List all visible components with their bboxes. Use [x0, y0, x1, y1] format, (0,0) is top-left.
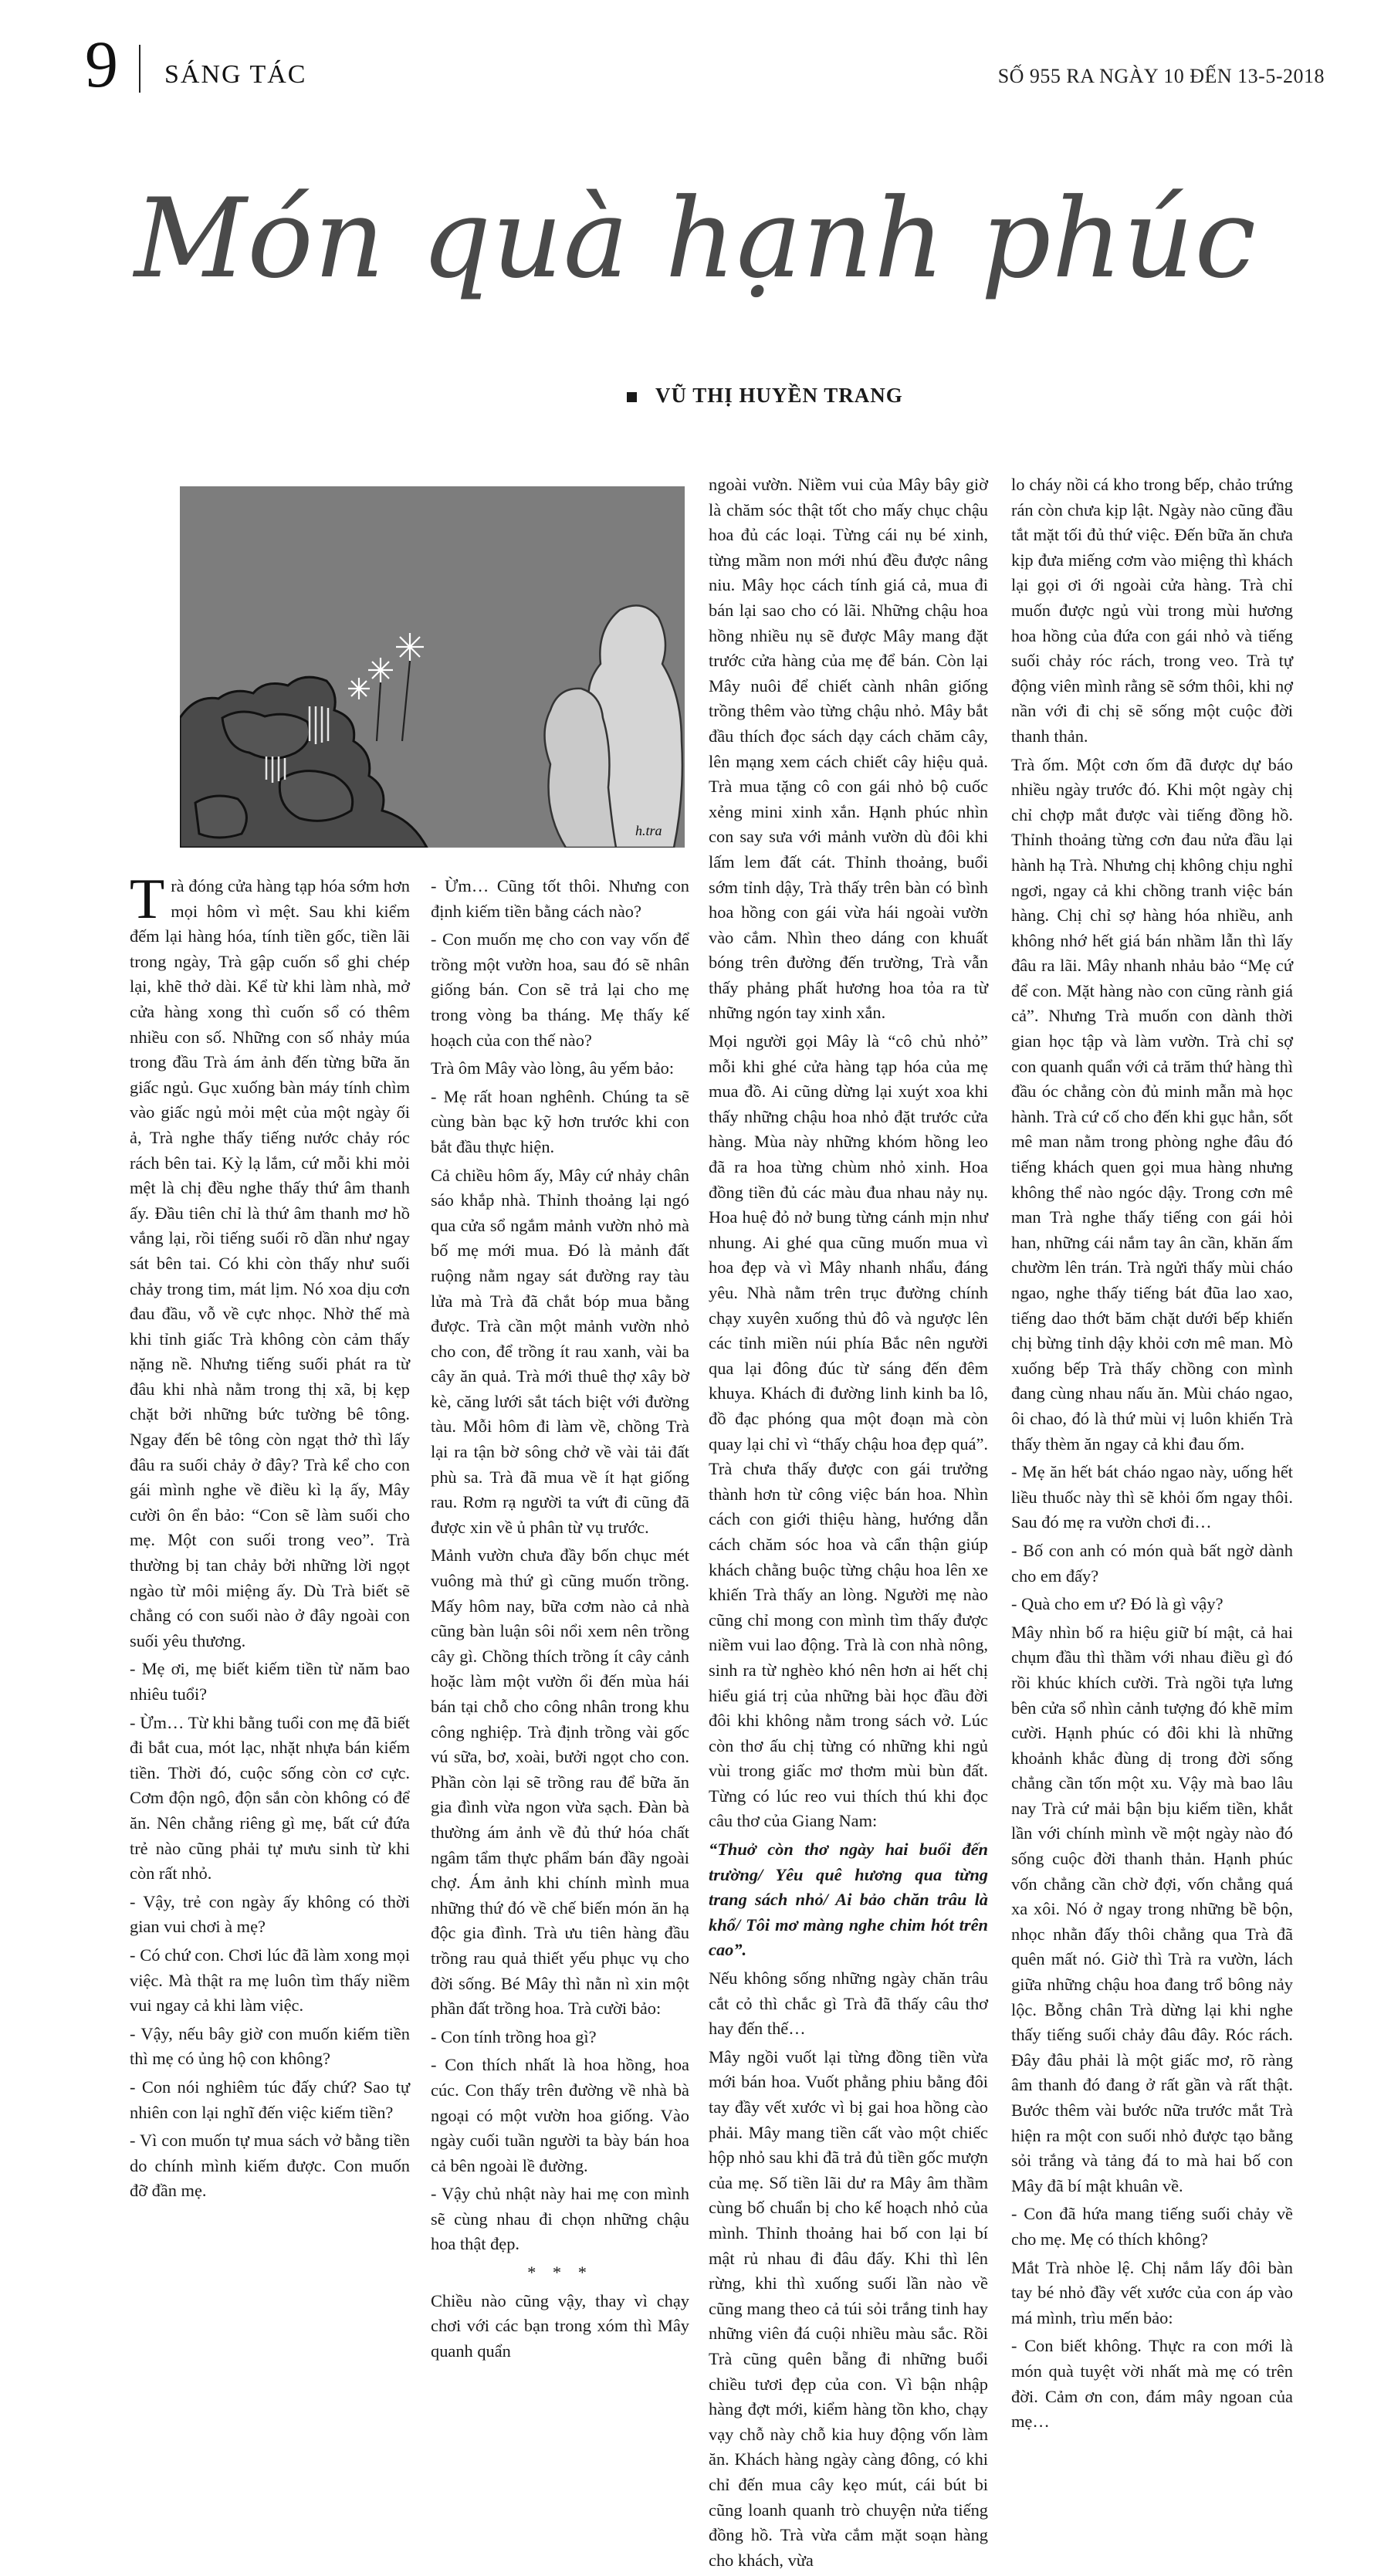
- paragraph: - Vậy chủ nhật này hai mẹ con mình sẽ cùng nhau đi chọn những chậu hoa thật đẹp.: [431, 2184, 689, 2254]
- paragraph: Cả chiều hôm ấy, Mây cứ nhảy chân sáo khắp nhà. Thỉnh thoảng lại ngó qua cửa sổ ngắm mảnh vườn nhỏ mà bố mẹ mới mua. Đó là mảnh đất ruộng nằm ngay sát đường ray tàu lửa mà Trà đã chắt bóp mua bằng được. Trà cần một mảnh vườn nhỏ cho con, để trồng ít rau xanh, vài ba cây ăn quả. Trà mới thuê thợ xây bờ kè, căng lưới sắt tách biệt với đường tàu. Mỗi hôm đi làm về, chồng Trà lại ra tận bờ sông chở về vài tải đất phù sa. Trà đã mua về ít hạt giống rau. Rơm rạ người ta vứt đi cũng đã được xin về ủ phân từ vụ trước.: [431, 1165, 689, 1537]
- issue-info: SỐ 955 RA NGÀY 10 ĐẾN 13-5-2018: [997, 65, 1325, 87]
- byline: [627, 384, 903, 408]
- article-column-3: [709, 472, 988, 2576]
- paragraph: - Mẹ rất hoan nghênh. Chúng ta sẽ cùng bàn bạc kỹ hơn trước khi con bắt đầu thực hiện.: [431, 1086, 689, 1156]
- paragraph: Mây nhìn bố ra hiệu giữ bí mật, cả hai chụm đầu thì thầm với nhau điều gì đó rồi khúc khích cười. Trà ngồi tựa lưng bên cửa sổ nhìn cảnh tượng đó khẽ mỉm cười. Hạnh phúc có đôi khi là những khoảnh khắc đùng dị trong đời sống chẳng cần tốn một xu. Vậy mà bao lâu nay Trà cứ mải bận bịu kiếm tiền, khắt lần với chính mình về một ngày nào đó sống cuộc đời thanh thản. Hạnh phúc vốn chẳng cần chờ đợi, vốn chẳng quá xa xôi. Nó ở ngay trong những bề bộn, nhọc nhằn đấy thôi chẳng qua Trà đã quên mất nó. Giờ thì Trà ra vườn, lách giữa những chậu hoa đang trổ bông nảy lộc. Bỗng chân Trà dừng lại khi nghe thấy tiếng suối chảy đâu đây. Róc rách. Đây đâu phải là một giấc mơ, rõ ràng âm thanh đó đang ở rất gần và rất thật. Bước thêm vài bước nữa trước mắt Trà hiện ra một con suối nhỏ được tạo bằng sỏi trắng và tảng đá to mà hai bố con Mây đã bí mật khuân về.: [1011, 1622, 1293, 2195]
- paragraph: - Vậy, nếu bây giờ con muốn kiếm tiền thì mẹ có ủng hộ con không?: [130, 2023, 410, 2069]
- paragraph: - Có chứ con. Chơi lúc đã làm xong mọi việc. Mà thật ra mẹ luôn tìm thấy niềm vui ngay cả khi làm việc.: [130, 1945, 410, 2016]
- paragraph: Chiều nào cũng vậy, thay vì chạy chơi với các bạn trong xóm thì Mây quanh quẩn: [431, 2290, 689, 2361]
- illustration-signature: h.tra: [635, 823, 662, 838]
- paragraph: - Mẹ ăn hết bát cháo ngao này, uống hết liều thuốc này thì sẽ khỏi ốm ngay thôi. Sau đó mẹ ra vườn chơi đi…: [1011, 1462, 1293, 1532]
- paragraph: lo cháy nồi cá kho trong bếp, chảo trứng rán còn chưa kịp lật. Ngày nào cũng đầu tắt mặt tối đủ thứ việc. Đến bữa ăn chưa kịp đưa miếng cơm vào miệng thì khách lại gọi ơi ới ngoài cửa hàng. Trà chỉ muốn được ngủ vùi trong mùi hương hoa hồng của đứa con gái nhỏ và tiếng suối chảy róc rách, trong veo. Trà tự động viên mình rằng sẽ sớm thôi, khi nợ nần với đi chị sẽ sống một cuộc đời thanh thản.: [1011, 475, 1293, 746]
- paragraph: - Bố con anh có món quà bất ngờ dành cho em đấy?: [1011, 1540, 1293, 1586]
- header-divider: [139, 45, 140, 93]
- paragraph: - Ừm… Cũng tốt thôi. Nhưng con định kiếm tiền bằng cách nào?: [431, 876, 689, 921]
- paragraph: Mắt Trà nhòe lệ. Chị nắm lấy đôi bàn tay bé nhỏ đầy vết xước của con áp vào má mình, trìu mến bảo:: [1011, 2257, 1293, 2327]
- article-column-2: [431, 874, 689, 2367]
- bullet-square-icon: [627, 392, 637, 402]
- paragraph: Trà ốm. Một cơn ốm đã được dự báo nhiều ngày trước đó. Khi một ngày chị chỉ chợp mắt được vài tiếng đồng hồ. Thỉnh thoảng từng cơn đau nửa đầu lại hành hạ Trà. Nhưng chị không chịu nghỉ ngơi, ngay cả khi chồng tranh việc bán hàng. Chị chỉ sợ hàng hóa nhiều, anh không nhớ hết giá bán nhầm lẫn thì lấy đâu ra lãi. Mây nhanh nhảu bảo “Mẹ cứ để con. Mặt hàng nào con cũng rành giá cả”. Nhưng Trà muốn con dành thời gian học tập và làm vườn. Trà chỉ sợ con quanh quẩn với cả trăm thứ hàng thì đầu óc chẳng còn đủ minh mẫn mà học hành. Trà cứ cố cho đến khi gục hẳn, sốt mê man nằm trong phòng nghe đâu đó tiếng khách quen gọi mua hàng nhưng không thể nào ngóc dậy. Trong cơn mê man Trà nghe thấy tiếng con gái hỏi han, những cái nắm tay ân cần, khăn ấm chườm lên trán. Trà ngửi thấy mùi cháo ngao, nghe thấy tiếng bát đũa lao xao, tiếng dao thớt băm chặt dưới bếp khiến chị bừng tỉnh dậy khỏi cơn mê man. Mò xuống bếp Trà thấy chồng con mình đang cùng nhau nấu ăn. Mùi cháo ngao, ôi chao, đó là thứ mùi vị luôn khiến Trà thấy thèm ăn ngay cả khi đau ốm.: [1011, 754, 1293, 1454]
- paragraph: - Con muốn mẹ cho con vay vốn để trồng một vườn hoa, sau đó sẽ nhân giống bán. Con sẽ trả lại cho mẹ trong vòng ba tháng. Mẹ thấy kế hoạch của con thế nào?: [431, 929, 689, 1050]
- section-name: SÁNG TÁC: [164, 60, 307, 89]
- article-column-4: [1011, 472, 1293, 2438]
- paragraph: - Quà cho em ư? Đó là gì vậy?: [1011, 1594, 1223, 1614]
- paragraph: Trà đóng cửa hàng tạp hóa sớm hơn mọi hôm vì mệt. Sau khi kiểm đếm lại hàng hóa, tính tiền gốc, tiền lãi trong ngày, Trà gập cuốn sổ ghi chép lại, khẽ thở dài. Kể từ khi làm nhà, mở cửa hàng xong thì cuốn sổ có thêm nhiều con số. Những con số nhảy múa trong đầu Trà ám ảnh đến từng bữa ăn giấc ngủ. Gục xuống bàn máy tính chìm vào giấc ngủ mỏi mệt của một ngày ối ả, Trà nghe thấy tiếng nước chảy róc rách bên tai. Kỳ lạ lắm, cứ mỗi khi mỏi mệt là chị đều nghe thấy thứ âm thanh ấy. Đầu tiên chỉ là thứ âm thanh mơ hồ vắng lại, rồi tiếng suối rõ dần như ngay sát bên tai. Có khi còn thấy như suối chảy trong tim, mát lịm. Nó xoa dịu cơn đau đầu, vỗ về cực nhọc. Nhờ thế mà khi tỉnh giấc Trà không còn cảm thấy nặng nề. Nhưng tiếng suối phát ra từ đâu khi nhà nằm trong thị xã, bị kẹp chặt bởi những bức tường bê tông. Ngay đến bê tông còn ngạt thở thì lấy đâu ra suối chảy ở đây? Trà kể cho con gái mình nghe về điều kì lạ ấy, Mây cười ôn ển bảo: “Con sẽ làm suối cho mẹ. Một con suối trong veo”. Trà thường bị tan chảy bởi những lời ngọt ngào từ môi miệng ấy. Dù Trà biết sẽ chẳng có con suối nào ở đây ngoài con suối yêu thương.: [130, 868, 410, 1650]
- paragraph: Mọi người gọi Mây là “cô chủ nhỏ” mỗi khi ghé cửa hàng tạp hóa của mẹ mua đồ. Ai cũng dừng lại xuýt xoa khi thấy những chậu hoa nhỏ đặt trước cửa hàng. Mùa này những khóm hồng leo đã ra hoa từng chùm nhỏ xinh. Hoa đồng tiền đủ các màu đua nhau nảy nụ. Hoa huệ đỏ nở bung từng cánh mịn như nhung. Ai ghé qua cũng muốn mua vì hoa đẹp và vì Mây nhanh nhẩu, đáng yêu. Nhà nằm trên trục đường chính chạy xuyên xuống thủ đô và ngược lên các tỉnh miền núi phía Bắc nên người qua lại đông đúc từ sáng đến đêm khuya. Khách đi đường linh kinh ba lô, đồ đạc phóng qua một đoạn mà còn quay lại chỉ vì “thấy chậu hoa đẹp quá”. Trà chưa thấy được con gái trưởng thành hơn từ công việc bán hoa. Nhìn cách con giới thiệu hàng, hướng dẫn cách chăm sóc hoa và cẩn thận giúp khách chằng buộc từng chậu hoa lên xe khiến Trà thấy an lòng. Người mẹ nào cũng chỉ mong con mình tìm thấy được niềm vui lao động. Trà là con nhà nông, sinh ra từ nghèo khó nên hơn ai hết chị hiểu giá trị của những bài học đầu đời đôi khi không nằm trong sách vở. Lúc còn thơ ấu chị từng có những khi ngủ vùi trong giấc mơ thơm mùi bùn đất. Từng có lúc reo vui thích thú khi đọc câu thơ của Giang Nam:: [709, 1031, 988, 1831]
- author-name: VŨ THỊ HUYỀN TRANG: [655, 384, 903, 407]
- page-number: 9: [85, 27, 118, 101]
- paragraph: - Con thích nhất là hoa hồng, hoa cúc. Con thấy trên đường về nhà bà ngoại có một vườn hoa giống. Vào ngày cuối tuần người ta bày bán hoa cả bên ngoài lề đường.: [431, 2055, 689, 2175]
- paragraph: ngoài vườn. Niềm vui của Mây bây giờ là chăm sóc thật tốt cho mấy chục chậu hoa đủ các loại. Từng cái nụ bé xinh, từng mầm non mới nhú đều được nâng niu. Mây học cách tính giá cả, mua đi bán lại sao cho có lãi. Những chậu hoa hồng nhiều nụ sẽ được Mây mang đặt trước cửa hàng của mẹ để bán. Còn lại Mây nuôi để chiết cành nhân giống trồng thêm vào từng chậu nhỏ. Mây bắt đầu thích đọc sách dạy cách chăm cây, lên mạng xem cách chiết cây hiệu quả. Trà mua tặng cô con gái nhỏ bộ cuốc xẻng mini xinh xắn. Hạnh phúc nhìn con say sưa với mảnh vườn dù đôi khi lấm lem đất cát. Thỉnh thoảng, buổi sớm tỉnh dậy, Trà thấy trên bàn có bình hoa hồng con gái vừa hái ngoài vườn vào cắm. Nhìn theo dáng con khuất bóng trên đường đến trường, Trà vẫn thấy phảng phất hương hoa tỏa ra từ những ngón tay xinh xắn.: [709, 475, 988, 1023]
- article-illustration: [180, 486, 685, 848]
- paragraph: - Mẹ ơi, mẹ biết kiếm tiền từ năm bao nhiêu tuổi?: [130, 1659, 410, 1704]
- paragraph: - Vậy, trẻ con ngày ấy không có thời gian vui chơi à mẹ?: [130, 1891, 410, 1937]
- paragraph: - Vì con muốn tự mua sách vở bằng tiền do chính mình kiếm được. Con muốn đỡ đần mẹ.: [130, 2131, 410, 2201]
- paragraph: - Ừm… Từ khi bằng tuổi con mẹ đã biết đi bắt cua, mót lạc, nhặt nhựa bán kiếm tiền. Thời đó, cuộc sống còn cơ cực. Cơm độn ngô, độn sắn còn không có để ăn. Nên chẳng riêng gì mẹ, bất cứ đứa trẻ nào cũng phải tự mưu sinh từ khi còn rất nhỏ.: [130, 1712, 410, 1884]
- page-header: [0, 0, 1391, 108]
- poem-quote: “Thuở còn thơ ngày hai buổi đến trường/ Yêu quê hương qua từng trang sách nhỏ/ Ai bảo chăn trâu là khổ/ Tôi mơ màng nghe chim hót trên cao”.: [709, 1840, 988, 1960]
- paragraph: - Con đã hứa mang tiếng suối chảy về cho mẹ. Mẹ có thích không?: [1011, 2204, 1293, 2249]
- paragraph: Mảnh vườn chưa đầy bốn chục mét vuông mà thứ gì cũng muốn trồng. Mấy hôm nay, bữa cơm nào cả nhà cũng bàn luận sôi nổi xem nên trồng cây gì. Chồng thích trồng ít cây cảnh hoặc làm một vườn ổi đến mùa hái bán tại chỗ cho công nhân trong khu công nghiệp. Trà định trồng vài gốc vú sữa, bơ, xoài, bưởi ngọt cho con. Phần còn lại sẽ trồng rau để bữa ăn gia đình vừa ngon vừa sạch. Đàn bà thường ám ảnh về đủ thứ hóa chất ngâm tẩm thực phẩm bán đầy ngoài chợ. Ám ảnh khi chính mình mua những thứ đó về chế biến món ăn hạ độc gia đình. Trà ưu tiên hàng đầu trồng rau quả thiết yếu phục vụ cho đời sống. Bé Mây thì nằn nì xin một phần đất trồng hoa. Trà cười bảo:: [431, 1545, 689, 2019]
- section-separator: * * *: [527, 2263, 593, 2283]
- drop-cap: T: [130, 868, 165, 931]
- paragraph: - Con nói nghiêm túc đấy chứ? Sao tự nhiên con lại nghĩ đến việc kiếm tiền?: [130, 2077, 410, 2122]
- paragraph: - Con biết không. Thực ra con mới là món quà tuyệt vời nhất mà mẹ có trên đời. Cảm ơn con, đám mây ngoan của mẹ…: [1011, 2336, 1293, 2432]
- paragraph: Nếu không sống những ngày chăn trâu cắt cỏ thì chắc gì Trà đã thấy câu thơ hay đến thế…: [709, 1968, 988, 2039]
- article-column-1: [130, 868, 410, 2207]
- paragraph: - Con tính trồng hoa gì?: [431, 2026, 597, 2046]
- paragraph: Trà ôm Mây vào lòng, âu yếm bảo:: [431, 1058, 675, 1078]
- article-title: Món quà hạnh phúc: [134, 175, 1257, 303]
- paragraph: Mây ngồi vuốt lại từng đồng tiền vừa mới bán hoa. Vuốt phẳng phiu bằng đôi tay đầy vết xước vì bị gai hoa hồng cào phải. Mây mang tiền cất vào một chiếc hộp nhỏ sau khi đã trả đủ tiền gốc mượn của mẹ. Số tiền lãi dư ra Mây âm thầm cùng bố chuẩn bị cho kế hoạch nhỏ của mình. Thỉnh thoảng hai bố con lại bí mật rủ nhau đi đâu đấy. Khi thì lên rừng, khi thì xuống suối lần nào về cũng mang theo cả túi sỏi trắng tinh hay những viên đá cuội nhiều màu sắc. Rồi Trà cũng quên bẵng đi những buổi chiều tươi đẹp của con. Vì bận nhập hàng đợt mới, kiểm hàng tồn kho, chạy vạy chỗ này chỗ kia huy động vốn làm ăn. Khách hàng ngày càng đông, có khi chỉ đến mua cây kẹo mút, cái bút bi cũng loanh quanh trò chuyện nửa tiếng đồng hồ. Trà vừa cắm mặt soạn hàng cho khách, vừa: [709, 2046, 988, 2570]
